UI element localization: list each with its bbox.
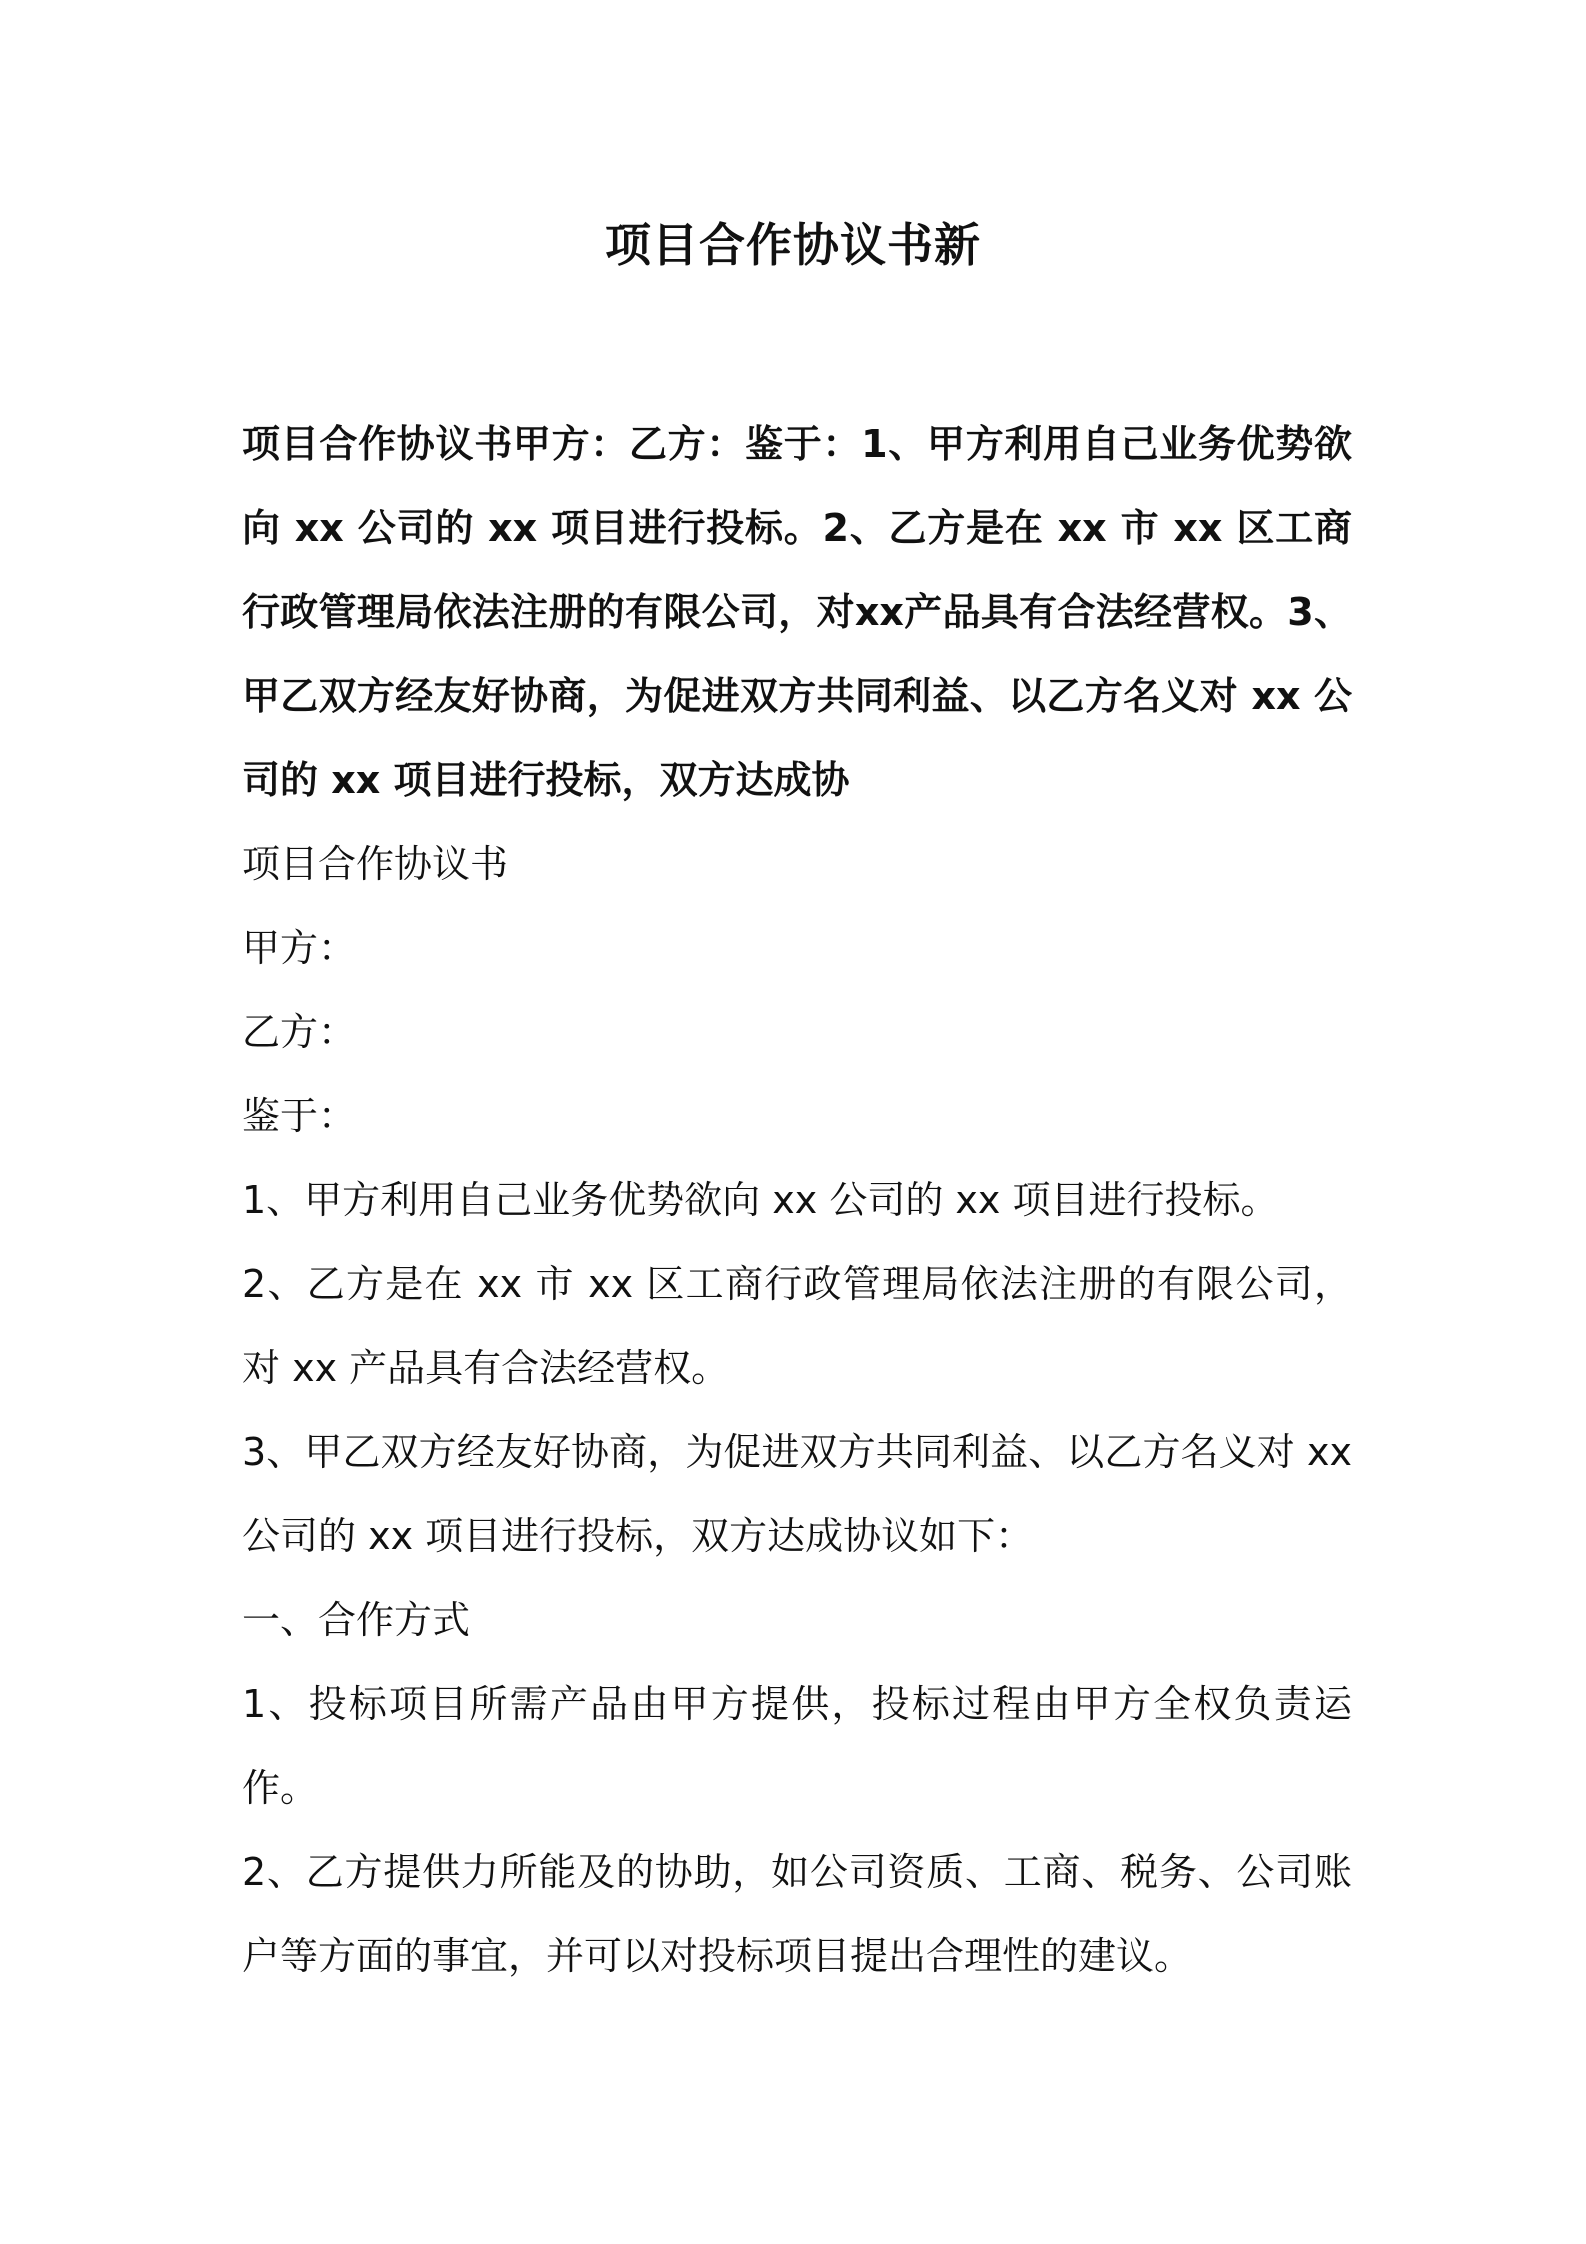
agreement-heading: 项目合作协议书 <box>242 842 509 886</box>
document-body <box>242 402 1352 1998</box>
whereas-line: 鉴于： <box>242 1094 357 1138</box>
cooperation-item-1: 1、投标项目所需产品由甲方提供，投标过程由甲方全权负责运作。 <box>242 1682 1352 1810</box>
section-heading-cooperation: 一、合作方式 <box>242 1598 471 1642</box>
cooperation-item-2: 2、乙方提供力所能及的协助，如公司资质、工商、税务、公司账户等方面的事宜，并可以对投标项目提出合理性的建议。 <box>242 1850 1352 1978</box>
party-b-line: 乙方： <box>242 1010 357 1054</box>
summary-paragraph: 项目合作协议书甲方：乙方：鉴于：1、甲方利用自己业务优势欲向 xx 公司的 xx 项目进行投标。2、乙方是在 xx 市 xx 区工商行政管理局依法注册的有限公司，对xx产品具有合法经营权。3、甲乙双方经友好协商，为促进双方共同利益、以乙方名义对 xx 公司的 xx 项目进行投标，双方达成协 <box>242 422 1352 802</box>
recital-3: 3、甲乙双方经友好协商，为促进双方共同利益、以乙方名义对 xx 公司的 xx 项目进行投标，双方达成协议如下： <box>242 1430 1352 1558</box>
party-a-line: 甲方： <box>242 926 357 970</box>
recital-2: 2、乙方是在 xx 市 xx 区工商行政管理局依法注册的有限公司，对 xx 产品具有合法经营权。 <box>242 1262 1352 1390</box>
recital-1: 1、甲方利用自己业务优势欲向 xx 公司的 xx 项目进行投标。 <box>242 1178 1279 1222</box>
document-title: 项目合作协议书新 <box>605 218 981 272</box>
